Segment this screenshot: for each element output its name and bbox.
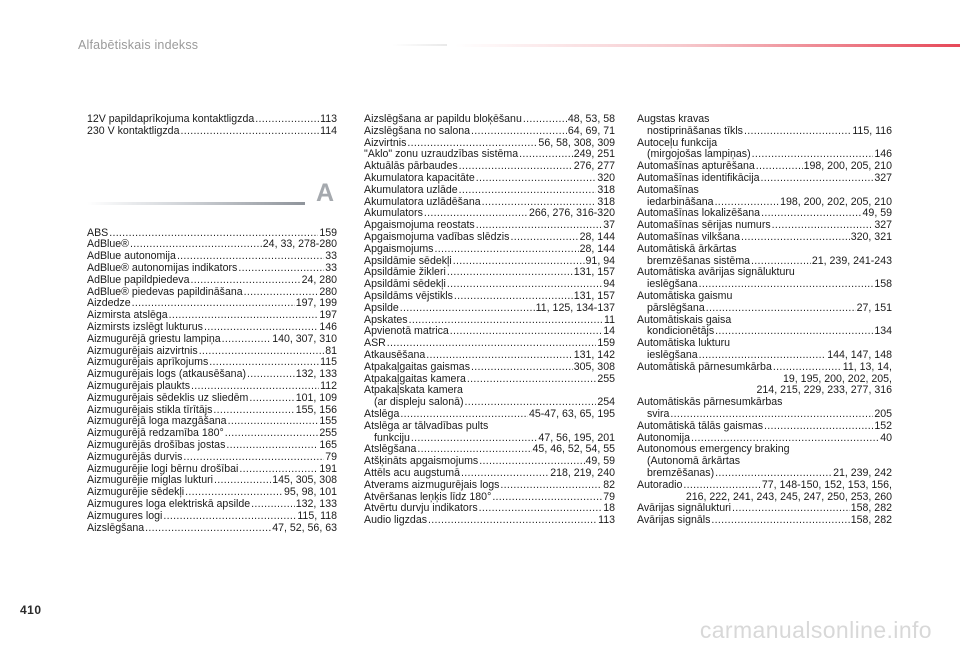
entry-term: Atkausēšana — [364, 348, 426, 361]
index-entry — [87, 263, 337, 275]
entry-term: Automašīnas lokalizēšana — [637, 207, 761, 220]
index-entry — [87, 499, 337, 511]
entry-term: Aizmugures logi — [87, 509, 163, 522]
dot-leader — [471, 362, 573, 374]
entry-pages: 197 — [319, 309, 337, 322]
entry-pages: 21, 239, 242 — [833, 466, 892, 479]
entry-pages: 318 — [597, 195, 615, 208]
index-entry — [637, 350, 892, 362]
index-entry — [637, 421, 892, 433]
page-number: 410 — [20, 603, 42, 617]
entry-pages: 146 — [874, 148, 892, 161]
entry-term: Aizmugures loga elektriskā apsilde — [87, 497, 251, 510]
index-entry — [87, 322, 337, 334]
entry-pages: 40 — [880, 431, 892, 444]
dot-leader — [741, 232, 850, 244]
entry-pages: 276, 277 — [573, 160, 615, 173]
dot-leader — [683, 480, 760, 492]
entry-term: AdBlue® autonomijas indikators — [87, 261, 238, 274]
entry-pages: 56, 58, 308, 309 — [538, 136, 615, 149]
entry-term: ieslēgšana — [647, 348, 698, 361]
entry-term: pārslēgšana — [647, 301, 705, 314]
entry-pages: 77, 148-150, 152, 153, 156, — [761, 478, 892, 491]
index-entry — [87, 393, 337, 405]
entry-term: Attēls acu augstumā — [364, 466, 460, 479]
dot-leader — [191, 275, 301, 287]
entry-term: nostiprināšanas tīkls — [647, 124, 743, 137]
dot-leader — [715, 326, 873, 338]
index-entry — [364, 409, 615, 421]
dot-leader — [756, 161, 803, 173]
index-entry — [364, 468, 615, 480]
entry-pages: 159 — [319, 226, 337, 239]
index-entry — [87, 523, 337, 535]
entry-term: Automātiska gaismu — [637, 289, 733, 302]
dot-leader — [426, 350, 572, 362]
entry-pages: 49, 59 — [585, 455, 615, 468]
entry-pages: 24, 280 — [301, 273, 337, 286]
index-entry: (Autonomā ārkārtas — [647, 455, 741, 468]
entry-term: Atslēga — [364, 407, 400, 420]
dot-leader — [479, 503, 603, 515]
entry-pages: 318 — [597, 183, 615, 196]
index-entry — [637, 173, 892, 185]
dot-leader — [428, 515, 597, 527]
index-entry — [637, 126, 892, 138]
entry-term: Atvērtu durvju indikators — [364, 502, 478, 515]
dot-leader — [453, 256, 585, 268]
entry-term: Automātiskās pārnesumkārbas — [637, 396, 783, 409]
dot-leader — [523, 114, 567, 126]
dot-leader — [247, 369, 295, 381]
entry-term: (mirgojošas lampiņas) — [647, 148, 751, 161]
entry-pages: 255 — [597, 372, 615, 385]
entry-term: Automātiskā ārkārtas — [637, 242, 737, 255]
entry-term: Aizmugurējā loga mazgāšana — [87, 415, 227, 428]
entry-term: Avārijas signāls — [637, 514, 711, 527]
dot-leader — [454, 291, 573, 303]
entry-term: Augstas kravas — [637, 113, 710, 125]
entry-pages: 255 — [319, 427, 337, 440]
entry-pages: 320, 321 — [850, 230, 892, 243]
entry-pages: 158, 282 — [850, 502, 892, 515]
entry-pages: 37 — [603, 219, 615, 232]
entry-pages: 131, 142 — [573, 348, 615, 361]
entry-term: Automašīnas — [637, 183, 699, 196]
dot-leader — [238, 263, 324, 275]
dot-leader — [519, 149, 573, 161]
dot-leader — [434, 244, 578, 256]
entry-term: Automašīnas identifikācija — [637, 171, 760, 184]
dot-leader — [145, 523, 271, 535]
dot-leader — [214, 475, 271, 487]
dot-leader — [411, 433, 538, 445]
entry-pages: 115, 116 — [852, 124, 892, 137]
entry-pages: 112 — [320, 379, 337, 392]
entry-term: Aizmugurējā redzamība 180° — [87, 427, 224, 440]
dot-leader — [773, 362, 842, 374]
index-list-a — [87, 228, 337, 535]
entry-pages: 155 — [319, 415, 337, 428]
entry-pages: 320 — [597, 171, 615, 184]
entry-pages: 24, 33, 278-280 — [262, 238, 337, 251]
entry-term: Aizmugurējais aizvirtnis — [87, 344, 198, 357]
dot-leader — [400, 303, 535, 315]
entry-term: Avārijas signālukturi — [637, 502, 732, 515]
entry-pages: 254 — [597, 396, 615, 409]
entry-pages: 115 — [320, 356, 337, 369]
index-entry — [637, 185, 892, 197]
dot-leader — [400, 409, 528, 421]
entry-term: Akumulatora uzlāde — [364, 183, 458, 196]
index-entry — [87, 381, 337, 393]
entry-term: AdBlue® piedevas papildināšana — [87, 285, 243, 298]
entry-term: Autoceļu funkcija — [637, 136, 718, 149]
entry-term: Aizmugurējie sēdekļi — [87, 486, 185, 499]
index-entry — [87, 275, 337, 287]
index-entry — [87, 440, 337, 452]
entry-term: Apsildāmie sēdekļi — [364, 254, 452, 267]
entry-term: Aizmugurējie miglas lukturi — [87, 474, 213, 487]
index-entry — [637, 515, 892, 527]
dot-leader — [226, 440, 318, 452]
index-entry — [364, 480, 615, 492]
dot-leader — [204, 322, 318, 334]
index-entry — [637, 468, 892, 480]
entry-pages: 197, 199 — [295, 297, 337, 310]
entry-term: Atšķināts apgaismojums — [364, 455, 479, 468]
watermark: carmanualsonline.info — [699, 617, 932, 643]
entry-term: kondicionētājs — [647, 325, 715, 338]
index-entry — [637, 409, 892, 421]
entry-pages: 134 — [874, 325, 892, 338]
dot-leader — [222, 334, 272, 346]
index-entry — [637, 232, 892, 244]
entry-pages: 327 — [874, 219, 892, 232]
index-entry — [364, 326, 615, 338]
dot-leader — [191, 381, 319, 393]
index-entry — [87, 334, 337, 346]
entry-term: Aizmugurējais stikla tīrītājs — [87, 403, 213, 416]
entry-pages: 327 — [874, 171, 892, 184]
entry-term: Autonomous emergency braking — [637, 443, 790, 456]
entry-pages: 280 — [319, 285, 337, 298]
entry-pages: 47, 56, 195, 201 — [538, 431, 615, 444]
index-entry — [637, 291, 892, 303]
dot-leader — [764, 421, 873, 433]
index-entry — [364, 291, 615, 303]
index-entry: 214, 215, 229, 233, 277, 316 — [756, 384, 892, 397]
index-column-1 — [87, 114, 337, 534]
entry-term: Automātiska avārijas signālukturu — [637, 266, 795, 279]
entry-pages: 82 — [603, 478, 615, 491]
entry-pages: 33 — [325, 250, 337, 263]
entry-pages: 218, 219, 240 — [550, 466, 615, 479]
entry-pages: 49, 59 — [862, 207, 892, 220]
entry-pages: 191 — [319, 462, 337, 475]
entry-pages: 79 — [603, 490, 615, 503]
entry-pages: 165 — [319, 438, 337, 451]
entry-pages: 305, 308 — [573, 360, 615, 373]
entry-pages: 131, 157 — [573, 266, 615, 279]
entry-pages: 144, 147, 148 — [827, 348, 892, 361]
entry-term: Apgaismojuma reostats — [364, 219, 475, 232]
index-list-numbers — [87, 114, 337, 138]
entry-term: Aizmugurējie logi bērnu drošībai — [87, 462, 239, 475]
section-letter: A — [316, 178, 335, 207]
dot-leader — [228, 416, 319, 428]
dot-leader — [163, 511, 296, 523]
entry-term: Apvienotā matrica — [364, 325, 449, 338]
entry-pages: 21, 239, 241-243 — [811, 254, 892, 267]
index-entry — [364, 185, 615, 197]
dot-leader — [500, 480, 602, 492]
entry-term: ABS — [87, 226, 109, 239]
entry-term: Automātiskais gaisa — [637, 313, 732, 326]
entry-term: svira — [647, 407, 670, 420]
entry-term: Audio ligzdas — [364, 514, 428, 527]
entry-term: 12V papildaprīkojuma kontaktligzda — [87, 113, 255, 125]
entry-pages: 94 — [603, 278, 615, 291]
entry-pages: 152 — [874, 419, 892, 432]
entry-term: Akumulators — [364, 207, 423, 220]
index-entry — [364, 362, 615, 374]
entry-term: Automātiska lukturu — [637, 337, 731, 350]
entry-pages: 95, 98, 101 — [283, 486, 337, 499]
entry-term: Atslēgšana — [364, 443, 417, 456]
index-entry — [364, 232, 615, 244]
entry-pages: 249, 251 — [573, 148, 615, 161]
entry-term: Akumulatora kapacitāte — [364, 171, 475, 184]
dot-leader — [471, 126, 567, 138]
dot-leader — [476, 173, 597, 185]
dot-leader — [183, 452, 324, 464]
dot-leader — [199, 346, 325, 358]
entry-pages: 113 — [320, 113, 337, 125]
entry-term: Atpakaļgaitas gaismas — [364, 360, 470, 373]
entry-term: Apgaismojums — [364, 242, 434, 255]
entry-pages: 113 — [598, 514, 615, 527]
entry-term: Apsildāms vējstikls — [364, 289, 453, 302]
entry-term: Atverams aizmugurējais logs — [364, 478, 500, 491]
entry-term: Aizslēgšana ar papildu bloķēšanu — [364, 113, 522, 125]
index-entry — [364, 244, 615, 256]
entry-term: Aizmugurējais aprīkojums — [87, 356, 209, 369]
dot-leader — [461, 468, 549, 480]
index-entry — [637, 397, 892, 409]
entry-term: bremzēšanas sistēma — [647, 254, 751, 267]
index-entry — [87, 126, 337, 138]
index-entry — [364, 515, 615, 527]
index-entry — [637, 362, 892, 374]
dot-leader — [249, 393, 294, 405]
entry-pages: 81 — [325, 344, 337, 357]
dot-leader — [251, 499, 295, 511]
entry-term: Aizmugurējās durvis — [87, 450, 183, 463]
entry-term: Aizslēgšana no salona — [364, 124, 471, 137]
entry-pages: 101, 109 — [295, 391, 337, 404]
entry-pages: 11, 13, 14, — [842, 360, 892, 373]
entry-pages: 28, 144 — [579, 230, 615, 243]
entry-pages: 145, 305, 308 — [272, 474, 337, 487]
entry-term: "Aklo" zonu uzraudzības sistēma — [364, 148, 519, 161]
entry-term: Aizmugurējais plaukts — [87, 379, 191, 392]
entry-term: ieslēgšana — [647, 278, 698, 291]
dot-leader — [670, 409, 873, 421]
entry-pages: 33 — [325, 261, 337, 274]
entry-term: Automātiskā pārnesumkārba — [637, 360, 772, 373]
entry-term: Atvēršanas leņķis līdz 180° — [364, 490, 492, 503]
dot-leader — [744, 126, 851, 138]
entry-term: Aizmugurējais sēdeklis uz sliedēm — [87, 391, 249, 404]
dot-leader — [699, 350, 827, 362]
index-entry — [364, 303, 615, 315]
section-divider — [87, 202, 305, 205]
entry-term: ASR — [364, 337, 386, 350]
entry-pages: 27, 151 — [856, 301, 892, 314]
entry-pages: 159 — [597, 337, 615, 350]
entry-term: Apgaismojuma vadības slēdzis — [364, 230, 510, 243]
entry-term: Automašīnas sērijas numurs — [637, 219, 771, 232]
dot-leader — [450, 326, 602, 338]
dot-leader — [715, 468, 832, 480]
entry-term: Automašīnas vilkšana — [637, 230, 741, 243]
entry-term: AdBlue papildpiedeva — [87, 273, 190, 286]
entry-term: AdBlue autonomija — [87, 250, 176, 263]
entry-term: Aizmirsts izslēgt lukturus — [87, 320, 203, 333]
entry-term: Aizslēgšana — [87, 521, 145, 534]
index-entry — [364, 421, 615, 433]
index-entry: 19, 195, 200, 202, 205, — [783, 372, 892, 385]
entry-pages: 11 — [604, 313, 615, 326]
entry-term: Autoradio — [637, 478, 683, 491]
index-entry — [87, 511, 337, 523]
entry-term: Apsildāmie žikleri — [364, 266, 446, 279]
entry-term: Atpakaļskata kamera — [364, 384, 463, 397]
entry-pages: 131, 157 — [573, 289, 615, 302]
entry-term: funkciju — [374, 431, 410, 444]
dot-leader — [225, 428, 319, 440]
entry-term: Apskates — [364, 313, 408, 326]
entry-pages: 79 — [325, 450, 337, 463]
entry-pages: 11, 125, 134-137 — [535, 301, 615, 314]
entry-pages: 132, 133 — [295, 368, 337, 381]
entry-term: Aizmugurējās drošības jostas — [87, 438, 226, 451]
entry-pages: 115, 118 — [297, 509, 337, 522]
dot-leader — [255, 114, 319, 126]
entry-pages: 114 — [320, 124, 337, 137]
entry-pages: 158, 282 — [850, 514, 892, 527]
index-entry — [637, 244, 892, 256]
entry-term: Atslēga ar tālvadības pults — [364, 419, 489, 432]
page-header-title: Alfabētiskais indekss — [78, 38, 199, 52]
entry-pages: 132, 133 — [295, 497, 337, 510]
entry-pages: 146 — [319, 320, 337, 333]
entry-term: iedarbināšana — [647, 195, 714, 208]
entry-term: Aizmirsta atslēga — [87, 309, 168, 322]
index-entry — [87, 452, 337, 464]
entry-pages: 155, 156 — [295, 403, 337, 416]
entry-term: Automātiskā tālās gaismas — [637, 419, 764, 432]
entry-pages: 45-47, 63, 65, 195 — [529, 407, 615, 420]
entry-pages: 198, 200, 205, 210 — [803, 160, 892, 173]
dot-leader — [510, 232, 578, 244]
dot-leader — [760, 173, 873, 185]
header-accent-bar — [455, 44, 960, 47]
dot-leader — [467, 374, 596, 386]
entry-pages: 45, 46, 52, 54, 55 — [532, 443, 615, 456]
entry-pages: 64, 69, 71 — [567, 124, 615, 137]
index-entry — [637, 480, 892, 492]
entry-pages: 28, 144 — [579, 242, 615, 255]
entry-pages: 205 — [874, 407, 892, 420]
entry-term: Aizdedze — [87, 297, 131, 310]
entry-term: Akumulatora uzlādēšana — [364, 195, 481, 208]
section-header-a — [87, 178, 337, 228]
index-column-2 — [364, 114, 615, 527]
entry-pages: 158 — [874, 278, 892, 291]
entry-pages: 91, 94 — [585, 254, 615, 267]
entry-term: Atpakaļgaitas kamera — [364, 372, 466, 385]
entry-term: Aizvirtnis — [364, 136, 407, 149]
index-entry — [637, 303, 892, 315]
index-column-3 — [637, 114, 892, 527]
entry-term: 230 V kontaktligzda — [87, 124, 180, 137]
header-divider-left — [392, 44, 447, 46]
entry-pages: 198, 200, 202, 205, 210 — [780, 195, 892, 208]
dot-leader — [711, 515, 849, 527]
dot-leader — [180, 126, 319, 138]
index-entry — [364, 126, 615, 138]
dot-leader — [459, 161, 573, 173]
dot-leader — [732, 503, 850, 515]
dot-leader — [761, 208, 861, 220]
entry-pages: 266, 276, 316-320 — [528, 207, 615, 220]
entry-term: Autonomija — [637, 431, 690, 444]
dot-leader — [459, 185, 597, 197]
entry-term: AdBlue® — [87, 238, 129, 251]
entry-term: bremzēšanas) — [647, 466, 715, 479]
entry-pages: 14 — [603, 325, 615, 338]
entry-term: (ar displeju salonā) — [374, 396, 464, 409]
dot-leader — [447, 267, 573, 279]
index-entry — [364, 173, 615, 185]
entry-pages: 48, 53, 58 — [567, 113, 615, 125]
entry-term: Automašīnas apturēšana — [637, 160, 755, 173]
entry-term: Apsildāmi sēdekļi — [364, 278, 446, 291]
entry-pages: 140, 307, 310 — [272, 332, 337, 345]
entry-term: Aizmugurējais logs (atkausēšana) — [87, 368, 246, 381]
entry-pages: 47, 52, 56, 63 — [272, 521, 337, 534]
index-entry — [364, 350, 615, 362]
entry-pages: 18 — [603, 502, 615, 515]
entry-term: Aizmugurējā griestu lampiņa — [87, 332, 221, 345]
dot-leader — [492, 492, 602, 504]
entry-term: Apsilde — [364, 301, 399, 314]
dot-leader — [706, 303, 856, 315]
entry-term: Aktuālās pārbaudes — [364, 160, 458, 173]
index-entry: 216, 222, 241, 243, 245, 247, 250, 253, 260 — [685, 490, 892, 503]
